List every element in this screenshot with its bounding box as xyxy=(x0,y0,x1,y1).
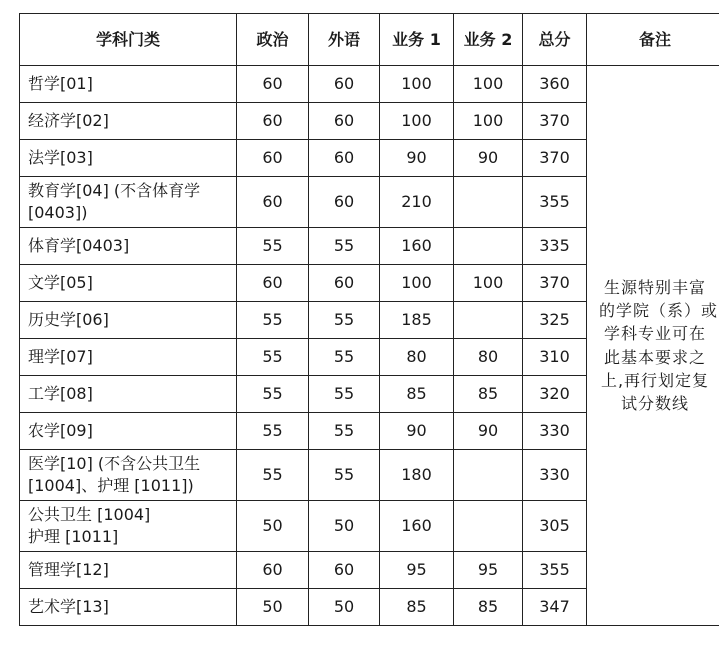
politics-score: 60 xyxy=(237,177,309,228)
course2-score xyxy=(454,302,523,339)
subject-label: 经济学[02] xyxy=(28,111,109,131)
politics-score: 55 xyxy=(237,376,309,413)
course1-score: 85 xyxy=(380,376,454,413)
politics-score: 55 xyxy=(237,339,309,376)
course2-score xyxy=(454,228,523,265)
subject-cell xyxy=(20,140,237,177)
language-score: 60 xyxy=(309,103,380,140)
course2-score xyxy=(454,501,523,552)
course1-score: 160 xyxy=(380,501,454,552)
subject-label: 法学[03] xyxy=(28,148,93,168)
subject-cell xyxy=(20,501,237,552)
politics-score: 50 xyxy=(237,501,309,552)
course1-score: 100 xyxy=(380,265,454,302)
language-score: 50 xyxy=(309,501,380,552)
subject-label: [0403]) xyxy=(28,203,88,222)
header-foreign-language: 外语 xyxy=(309,14,380,66)
subject-cell xyxy=(20,265,237,302)
header-row xyxy=(20,14,719,66)
total-score: 330 xyxy=(523,413,587,450)
subject-cell xyxy=(20,339,237,376)
course1-score: 80 xyxy=(380,339,454,376)
total-score: 330 xyxy=(523,450,587,501)
course2-score xyxy=(454,177,523,228)
language-score: 60 xyxy=(309,140,380,177)
subject-label: 护理 [1011] xyxy=(28,527,119,546)
course2-score: 85 xyxy=(454,376,523,413)
course1-score: 85 xyxy=(380,589,454,626)
total-score: 325 xyxy=(523,302,587,339)
total-score: 355 xyxy=(523,552,587,589)
language-score: 55 xyxy=(309,450,380,501)
course1-score: 95 xyxy=(380,552,454,589)
politics-score: 55 xyxy=(237,413,309,450)
total-score: 310 xyxy=(523,339,587,376)
course2-score: 90 xyxy=(454,413,523,450)
table-body xyxy=(20,66,719,626)
course1-score: 160 xyxy=(380,228,454,265)
total-score: 335 xyxy=(523,228,587,265)
remarks-text-line: 上,再行划定复 xyxy=(600,370,710,390)
subject-label: 教育学[04] (不含体育学 xyxy=(28,181,201,201)
politics-score: 55 xyxy=(237,450,309,501)
total-score: 370 xyxy=(523,265,587,302)
total-score: 370 xyxy=(523,140,587,177)
subject-label: 农学[09] xyxy=(28,421,93,441)
total-score: 347 xyxy=(523,589,587,626)
course1-score: 180 xyxy=(380,450,454,501)
course1-score: 100 xyxy=(380,103,454,140)
course2-score: 85 xyxy=(454,589,523,626)
header-total: 总分 xyxy=(523,14,587,66)
politics-score: 55 xyxy=(237,228,309,265)
course2-score: 100 xyxy=(454,103,523,140)
remarks-text-line: 生源特别丰富 xyxy=(603,277,706,297)
politics-score: 60 xyxy=(237,140,309,177)
total-score: 305 xyxy=(523,501,587,552)
course1-score: 90 xyxy=(380,140,454,177)
language-score: 50 xyxy=(309,589,380,626)
politics-score: 50 xyxy=(237,589,309,626)
total-score: 360 xyxy=(523,66,587,103)
subject-label: 体育学[0403] xyxy=(28,236,130,256)
subject-label: 哲学[01] xyxy=(28,74,93,94)
language-score: 55 xyxy=(309,339,380,376)
politics-score: 55 xyxy=(237,302,309,339)
subject-cell xyxy=(20,103,237,140)
subject-label: 历史学[06] xyxy=(28,310,109,330)
remarks-text-line: 试分数线 xyxy=(620,393,689,413)
course2-score: 90 xyxy=(454,140,523,177)
language-score: 60 xyxy=(309,66,380,103)
subject-cell xyxy=(20,552,237,589)
score-requirements-table xyxy=(19,13,719,626)
course2-score: 80 xyxy=(454,339,523,376)
subject-label: [1004]、护理 [1011]) xyxy=(28,476,194,495)
course2-score: 100 xyxy=(454,265,523,302)
header-remarks: 备注 xyxy=(587,14,719,66)
subject-cell xyxy=(20,177,237,228)
subject-label: 艺术学[13] xyxy=(28,597,109,617)
politics-score: 60 xyxy=(237,265,309,302)
language-score: 60 xyxy=(309,177,380,228)
subject-cell xyxy=(20,66,237,103)
course1-score: 90 xyxy=(380,413,454,450)
subject-cell xyxy=(20,450,237,501)
subject-label: 工学[08] xyxy=(28,384,93,404)
language-score: 55 xyxy=(309,302,380,339)
subject-cell xyxy=(20,302,237,339)
remarks-text-line: 此基本要求之 xyxy=(603,347,706,367)
course2-score: 95 xyxy=(454,552,523,589)
header-subject-category: 学科门类 xyxy=(20,14,237,66)
table-row xyxy=(20,66,719,103)
total-score: 320 xyxy=(523,376,587,413)
politics-score: 60 xyxy=(237,103,309,140)
remarks-cell xyxy=(587,66,719,626)
language-score: 55 xyxy=(309,413,380,450)
subject-cell xyxy=(20,228,237,265)
subject-label: 医学[10] (不含公共卫生 xyxy=(28,454,201,474)
language-score: 60 xyxy=(309,265,380,302)
header-course-2: 业务 2 xyxy=(454,14,523,66)
subject-label: 公共卫生 [1004] xyxy=(28,505,151,525)
subject-label: 理学[07] xyxy=(28,347,93,367)
remarks-text-line: 学科专业可在 xyxy=(603,324,706,344)
header-course-1: 业务 1 xyxy=(380,14,454,66)
language-score: 60 xyxy=(309,552,380,589)
politics-score: 60 xyxy=(237,66,309,103)
course1-score: 185 xyxy=(380,302,454,339)
language-score: 55 xyxy=(309,376,380,413)
course1-score: 210 xyxy=(380,177,454,228)
subject-label: 管理学[12] xyxy=(28,560,109,580)
course2-score: 100 xyxy=(454,66,523,103)
course2-score xyxy=(454,450,523,501)
subject-cell xyxy=(20,413,237,450)
total-score: 355 xyxy=(523,177,587,228)
remarks-text-line: 的学院（系）或 xyxy=(599,301,719,321)
header-politics: 政治 xyxy=(237,14,309,66)
politics-score: 60 xyxy=(237,552,309,589)
subject-cell xyxy=(20,376,237,413)
subject-cell xyxy=(20,589,237,626)
course1-score: 100 xyxy=(380,66,454,103)
language-score: 55 xyxy=(309,228,380,265)
total-score: 370 xyxy=(523,103,587,140)
subject-label: 文学[05] xyxy=(28,273,93,293)
